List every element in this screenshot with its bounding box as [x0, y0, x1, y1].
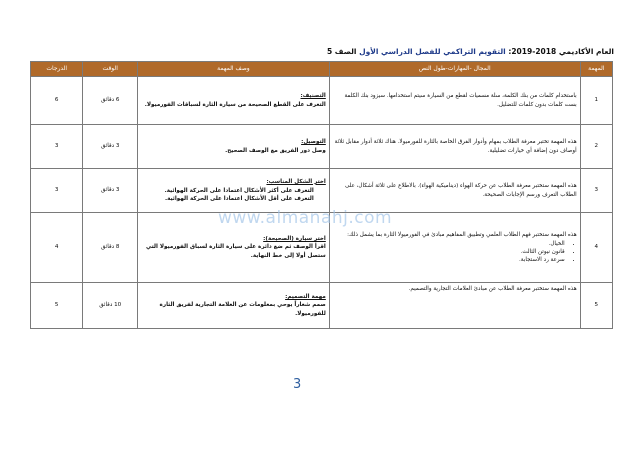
task-skill-list-item: • سرعة رد الاستجابة. [333, 256, 565, 264]
table-row [31, 125, 613, 169]
task-skill [329, 77, 580, 125]
task-skill-text: هذه المهمة ستختبر فهم الطلاب العلمي وتطبيق المفاهيم مبادئ في الفورميولا الثارة بما يشمل ذلك: [347, 231, 577, 238]
task-number: 4 [580, 213, 612, 283]
task-time: 6 دقائق [83, 77, 138, 125]
task-desc-list [141, 187, 314, 203]
task-description [138, 77, 330, 125]
task-skill-list-item: • الخيال. [333, 240, 565, 248]
task-desc-heading: التصنيف: [300, 93, 326, 100]
task-grade: 3 [31, 125, 83, 169]
title-grade: الصف 5 [326, 47, 357, 56]
task-desc-list-item: التعرف على أقل الأشكال اعتمادا على الحركة الهوائية. [164, 196, 314, 203]
task-skill-list [333, 240, 565, 264]
assessment-table [30, 61, 613, 329]
task-number: 3 [580, 169, 612, 213]
document-title [327, 47, 614, 56]
task-skill-list-item: • قانون نيوتن الثالث. [333, 248, 565, 256]
task-grade: 4 [31, 213, 83, 283]
table-row [31, 283, 613, 329]
task-time: 3 دقائق [83, 125, 138, 169]
task-desc-heading: اختر سيارة (الصحيحة): [263, 236, 326, 243]
task-skill [329, 125, 580, 169]
header-task-num: المهمة [580, 62, 612, 77]
task-desc-heading: اختر الشكل المناسب: [266, 178, 326, 185]
task-number: 5 [580, 283, 612, 329]
table-row [31, 77, 613, 125]
task-time: 10 دقائق [83, 283, 138, 329]
task-desc-body: وصل دور الفريق مع الوصف الصحيح. [225, 147, 326, 154]
task-grade: 6 [31, 77, 83, 125]
task-description [138, 169, 330, 213]
task-skill-text: هذه المهمة ستختبر معرفة الطلاب عن حركة الهواء (ديناميكية الهواء). بالاطلاع على ثلاثة أشكال، على الطلاب التعرف ورسم الإجابات الصحيحة. [345, 183, 577, 198]
task-description [138, 283, 330, 329]
task-desc-body: صمم شعاراً يوحي بمعلومات عن العلامة التجارية لفريق الثارة للفورميولا. [159, 302, 326, 317]
title-main: التقويم التراكمي للفصل الدراسي الأول [359, 47, 506, 56]
task-grade: 5 [31, 283, 83, 329]
table-row [31, 169, 613, 213]
task-desc-heading: مهمة التصميم: [285, 294, 326, 301]
task-time: 8 دقائق [83, 213, 138, 283]
task-skill-text: هذه المهمة ستختبر معرفة الطلاب عن مبادئ العلامات التجارية والتصميم. [408, 286, 577, 292]
table-header-row [31, 62, 613, 77]
title-year: العام الأكاديمي 2018-2019: [508, 47, 614, 56]
task-number: 2 [580, 125, 612, 169]
task-description [138, 125, 330, 169]
header-domain: المجال -المهارات-طول النص [329, 62, 580, 77]
task-skill-text: باستخدام كلمات من بنك الكلمة، سلة مسميات لقطع من السيارة سيتم استخدامها. سيزود بنك الكلمة بست كلمات بدون كلمات للتضليل. [344, 93, 577, 108]
task-desc-list-item: التعرف على أكثر الأشكال اعتمادا على الحركة الهوائية. [164, 187, 314, 194]
watermark-text: www.almanahj.com [218, 208, 393, 228]
header-desc: وصف المهمة [138, 62, 330, 77]
header-time: الوقت [83, 62, 138, 77]
task-skill [329, 169, 580, 213]
task-skill-text: هذه المهمة تختبر معرفة الطلاب بمهام وأدوار الفرق الخاصة بالثارة للفورميولا. هناك ثلاثة أدوار مقابل ثلاثة أوصاف دون إضافة أي خيارات تضليلية. [334, 139, 577, 154]
task-time: 3 دقائق [83, 169, 138, 213]
task-desc-heading: التوصيل: [301, 139, 326, 146]
header-grade: الدرجات [31, 62, 83, 77]
page-number: 3 [293, 377, 302, 392]
task-skill [329, 283, 580, 329]
task-desc-body: التعرف على القطع الصحيحة من سيارة الثارة لسباقات الفورميولا. [144, 101, 326, 108]
task-desc-body: اقرأ الوصف ثم ضع دائرة على سيارة الثارة لسباق الفورميولا التي ستصل أولا إلى خط النهاية. [145, 244, 326, 259]
task-grade: 3 [31, 169, 83, 213]
task-number: 1 [580, 77, 612, 125]
